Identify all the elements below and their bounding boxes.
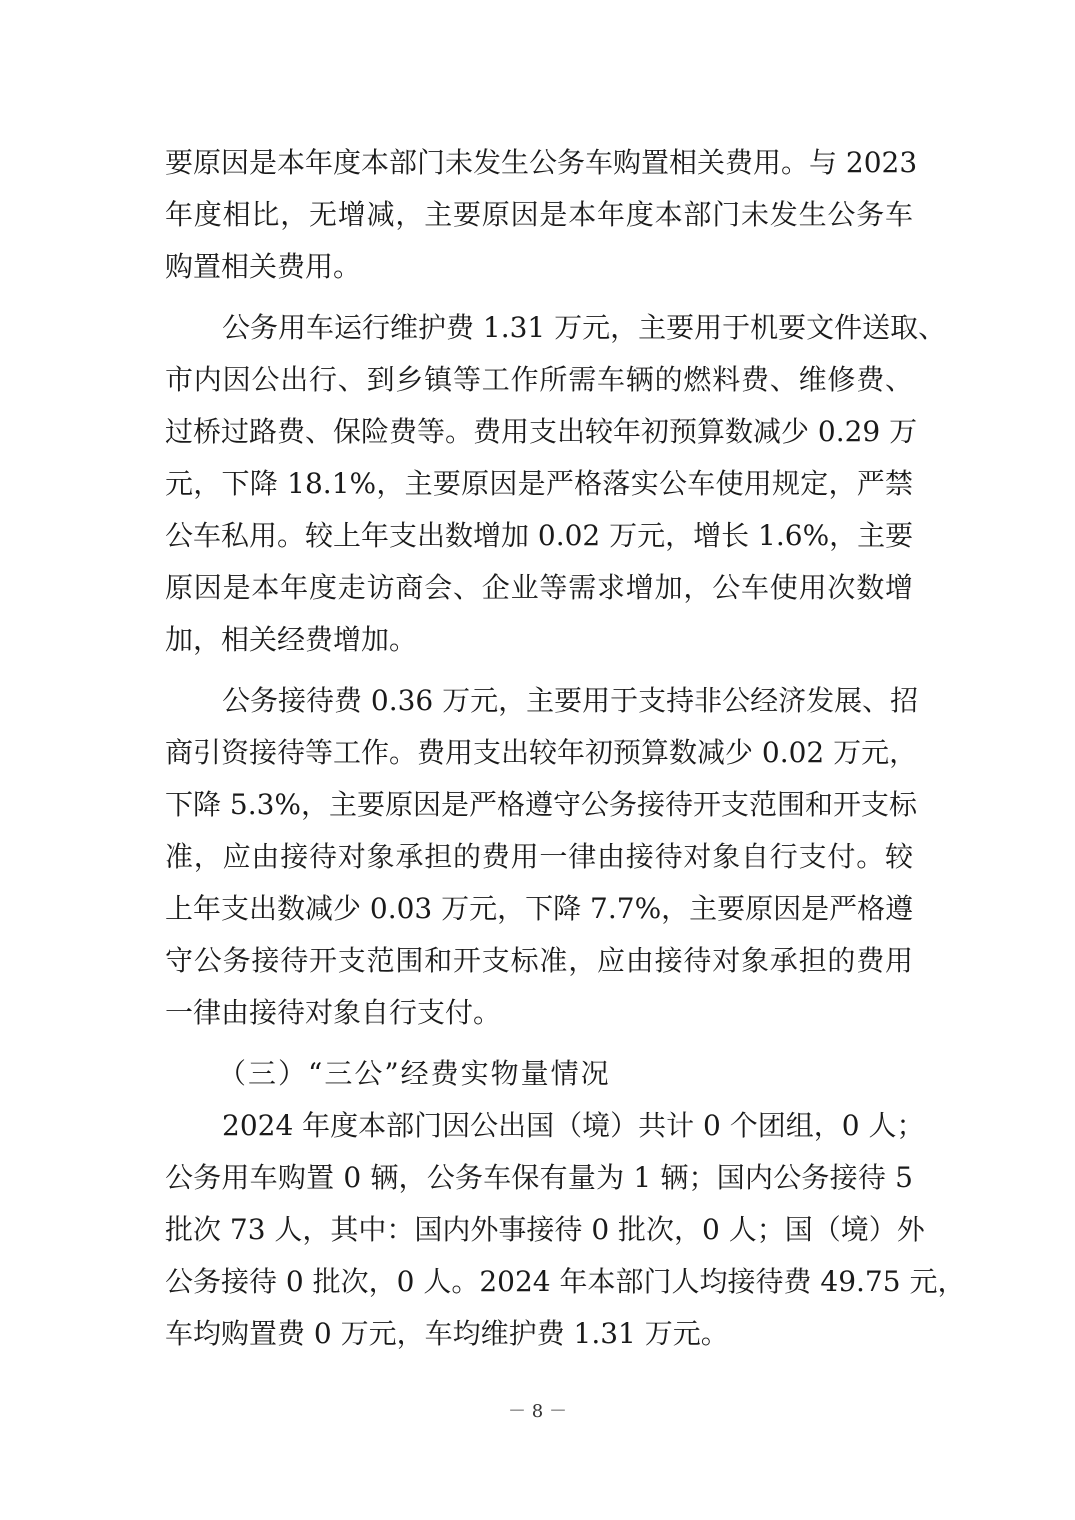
text-line: 原因是本年度走访商会、企业等需求增加，公车使用次数增 xyxy=(165,571,913,604)
text-line: 上年支出数减少 0.03 万元，下降 7.7%，主要原因是严格遵 xyxy=(165,892,914,925)
text-line: 商引资接待等工作。费用支出较年初预算数减少 0.02 万元， xyxy=(165,736,918,769)
text-line: 批次 73 人，其中：国内外事接待 0 批次，0 人；国（境）外 xyxy=(165,1213,925,1246)
page-number: － 8 － xyxy=(508,1401,567,1422)
text-line: 公务接待 0 批次，0 人。2024 年本部门人均接待费 49.75 元， xyxy=(165,1265,966,1298)
text-line: 年度相比，无增减，主要原因是本年度本部门未发生公务车 xyxy=(165,198,913,231)
text-line: 要原因是本年度本部门未发生公务车购置相关费用。与 2023 xyxy=(165,146,918,179)
text-line: 公务接待费 0.36 万元，主要用于支持非公经济发展、招 xyxy=(222,684,919,717)
text-line: 守公务接待开支范围和开支标准，应由接待对象承担的费用 xyxy=(165,944,913,977)
text-line: 加，相关经费增加。 xyxy=(165,623,418,656)
text-line: 准，应由接待对象承担的费用一律由接待对象自行支付。较 xyxy=(165,840,913,873)
text-line: 车均购置费 0 万元，车均维护费 1.31 万元。 xyxy=(165,1317,729,1350)
text-line: 市内因公出行、到乡镇等工作所需车辆的燃料费、维修费、 xyxy=(165,363,913,396)
text-line: 元，下降 18.1%，主要原因是严格落实公车使用规定，严禁 xyxy=(165,467,913,500)
text-line: 公车私用。较上年支出数增加 0.02 万元，增长 1.6%，主要 xyxy=(165,519,914,552)
text-line: 过桥过路费、保险费等。费用支出较年初预算数减少 0.29 万 xyxy=(165,415,918,448)
text-line: 下降 5.3%，主要原因是严格遵守公务接待开支范围和开支标 xyxy=(165,788,918,821)
text-line: 一律由接待对象自行支付。 xyxy=(165,996,502,1029)
text-line: 2024 年度本部门因公出国（境）共计 0 个团组，0 人； xyxy=(222,1109,925,1142)
text-line: 公务用车运行维护费 1.31 万元，主要用于机要文件送取、 xyxy=(222,311,947,344)
text-line: 公务用车购置 0 辆，公务车保有量为 1 辆；国内公务接待 5 xyxy=(165,1161,913,1194)
section-heading: （三）“三公”经费实物量情况 xyxy=(218,1057,611,1090)
text-line: 购置相关费用。 xyxy=(165,250,362,283)
